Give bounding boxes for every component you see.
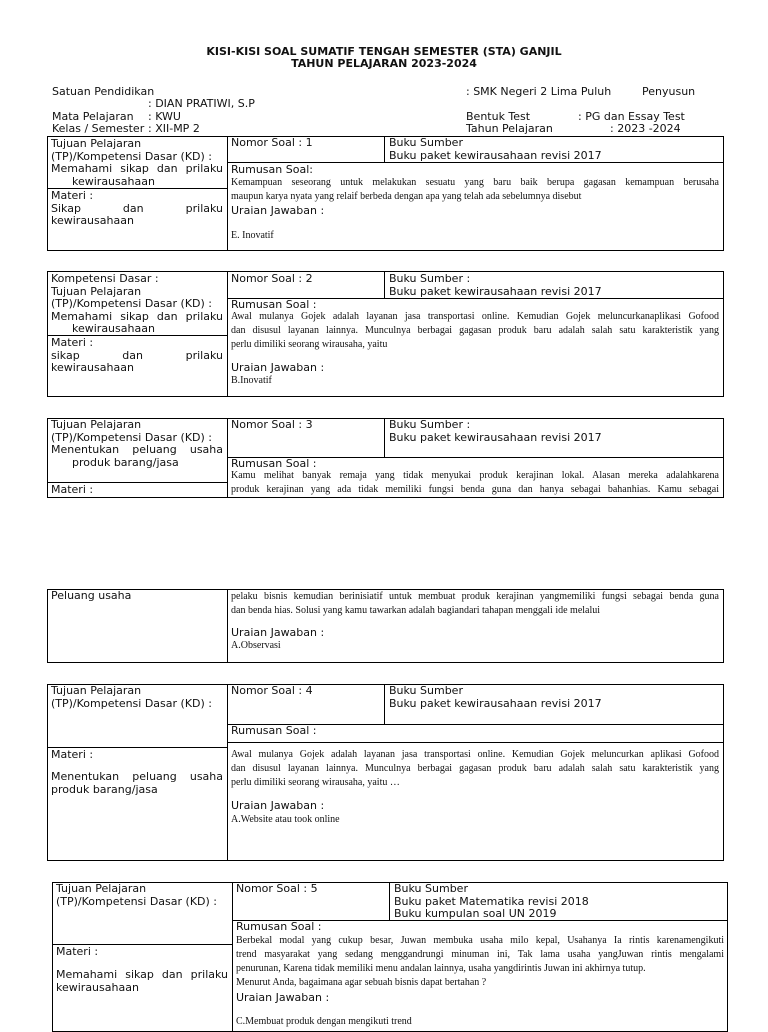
q2-rumusan-label: Rumusan Soal : (231, 298, 317, 311)
q3-tp-kd: Tujuan Pelajaran (TP)/Kompetensi Dasar (KD) : Menentukan peluang usaha produk barang/jasa (51, 418, 223, 469)
mapel-label: Mata Pelajaran (52, 110, 134, 123)
satuan-label: Satuan Pendidikan (52, 85, 155, 98)
q5-nomor-soal: Nomor Soal : 5 (236, 882, 318, 895)
q5-materi: Memahami sikap dan prilaku kewirausahaan (56, 968, 228, 994)
q3-nomor-soal: Nomor Soal : 3 (231, 418, 313, 431)
q4-tp-kd: Tujuan Pelajaran (TP)/Kompetensi Dasar (KD) : (51, 684, 213, 710)
document-title: KISI-KISI SOAL SUMATIF TENGAH SEMESTER (STA) GANJIL (206, 45, 562, 58)
q4-materi: Menentukan peluang usaha produk barang/jasa (51, 770, 223, 796)
q5-uraian-label: Uraian Jawaban : (236, 991, 330, 1004)
q3-soal-text: Kamu melihat banyak remaja yang tidak menyukai produk kerajinan lokal. Alasan mereka adalahkarena produk kerajinan yang ada tidak memiliki fungsi benda guna dan hanya sebagai bahanhias. Kamu sebagai (231, 470, 719, 495)
q5-tp-kd: Tujuan Pelajaran (TP)/Kompetensi Dasar (KD) : (56, 882, 218, 908)
q2-tp-kd: Kompetensi Dasar : Tujuan Pelajaran (TP)/Kompetensi Dasar (KD) : Memahami sikap dan prilaku kewirausahaan (51, 272, 223, 335)
q4-jawaban: A.Website atau took online (231, 814, 340, 825)
q1-nomor-soal: Nomor Soal : 1 (231, 136, 313, 149)
tahun-value: : 2023 -2024 (610, 122, 681, 135)
q2-nomor-soal: Nomor Soal : 2 (231, 272, 313, 285)
q2-uraian-label: Uraian Jawaban : (231, 361, 325, 374)
q2-materi: Materi : sikap dan prilaku kewirausahaan (51, 336, 223, 374)
bentuk-value: : PG dan Essay Test (578, 110, 685, 123)
document-subtitle: TAHUN PELAJARAN 2023-2024 (291, 57, 477, 70)
q4-buku-sumber: Buku Sumber Buku paket kewirausahaan revisi 2017 (389, 684, 602, 710)
q3-uraian-label: Uraian Jawaban : (231, 626, 325, 639)
kelas-value: : XII-MP 2 (148, 122, 200, 135)
q1-uraian-label: Uraian Jawaban : (231, 204, 325, 217)
q5-buku-sumber: Buku Sumber Buku paket Matematika revisi 2018 Buku kumpulan soal UN 2019 (394, 882, 589, 920)
tahun-label: Tahun Pelajaran (466, 122, 553, 135)
q3-soal-text-continued: pelaku bisnis kemudian berinisiatif untuk membuat produk kerajinan yangmemiliki fungsi sebagai benda guna dan benda hias. Solusi yang kamu tawarkan adalah bagiandari tahapan menggali ide melalui (231, 591, 719, 616)
q1-materi: Materi : Sikap dan prilaku kewirausahaan (51, 189, 223, 227)
bentuk-label: Bentuk Test (466, 110, 531, 123)
q5-rumusan-label: Rumusan Soal : (236, 920, 322, 933)
q3-materi-value: Peluang usaha (51, 589, 132, 602)
q5-materi-label: Materi : (56, 945, 99, 958)
q4-soal-text: Awal mulanya Gojek adalah layanan jasa transportasi online. Kemudian Gojek meluncurkan aplikasi Gofood dan disusul layanan lainnya. Munculnya berbagai gagasan produk baru adalah salah satu karakteristik yang perlu dimiliki seorang wirausaha, yaitu … (231, 749, 719, 788)
satuan-value: : SMK Negeri 2 Lima Puluh (466, 85, 612, 98)
q1-rumusan-label: Rumusan Soal: (231, 163, 313, 176)
q3-buku-sumber: Buku Sumber : Buku paket kewirausahaan revisi 2017 (389, 418, 602, 444)
q1-tp-kd: Tujuan Pelajaran (TP)/Kompetensi Dasar (KD) : Memahami sikap dan prilaku kewirausahaan (51, 137, 223, 188)
q2-soal-text: Awal mulanya Gojek adalah layanan jasa transportasi online. Kemudian Gojek meluncurkanaplikasi Gofood dan disusul layanan lainnya. Munculnya berbagai gagasan produk baru adalah salah satu karakteristik yang perlu dimiliki seorang wirausaha, yaitu (231, 311, 719, 350)
q4-uraian-label: Uraian Jawaban : (231, 799, 325, 812)
mapel-value: : KWU (148, 110, 181, 123)
q2-buku-sumber: Buku Sumber : Buku paket kewirausahaan revisi 2017 (389, 272, 602, 298)
kelas-label: Kelas / Semester (52, 122, 145, 135)
q5-soal-text: Berbekal modal yang cukup besar, Juwan membuka usaha milo kepal, Usahanya Ia rintis karenamengikuti trend masyarakat yang sedang menggandrungi minuman ini, Tak lama usaha yangJuwan rintis mengalami penurunan, Karena tidak memiliki menu andalan lainnya, usaha yangdirintis Juwan ini akhirnya tutup. Menurut Anda, bagaimana agar sebuah bisnis dapat bertahan ? (236, 935, 724, 988)
penyusun-value: : DIAN PRATIWI, S.P (148, 97, 255, 110)
q1-soal-text: Kemampuan seseorang untuk melakukan sesuatu yang baru baik berupa gagasan kemampuan berusaha maupun karya nyata yang relaif berbeda dengan apa yang telah ada sebelumnya disebut (231, 177, 719, 202)
q2-jawaban: B.Inovatif (231, 375, 272, 386)
q4-rumusan-label: Rumusan Soal : (231, 724, 317, 737)
penyusun-label: Penyusun (642, 85, 696, 98)
q1-jawaban: E. Inovatif (231, 230, 274, 241)
q3-rumusan-label: Rumusan Soal : (231, 457, 317, 470)
q1-buku-sumber: Buku Sumber Buku paket kewirausahaan revisi 2017 (389, 136, 602, 162)
q3-materi-label: Materi : (51, 483, 94, 496)
q3-jawaban: A.Observasi (231, 640, 281, 651)
q5-jawaban: C.Membuat produk dengan mengikuti trend (236, 1016, 412, 1027)
q4-materi-label: Materi : (51, 748, 94, 761)
q4-nomor-soal: Nomor Soal : 4 (231, 684, 313, 697)
